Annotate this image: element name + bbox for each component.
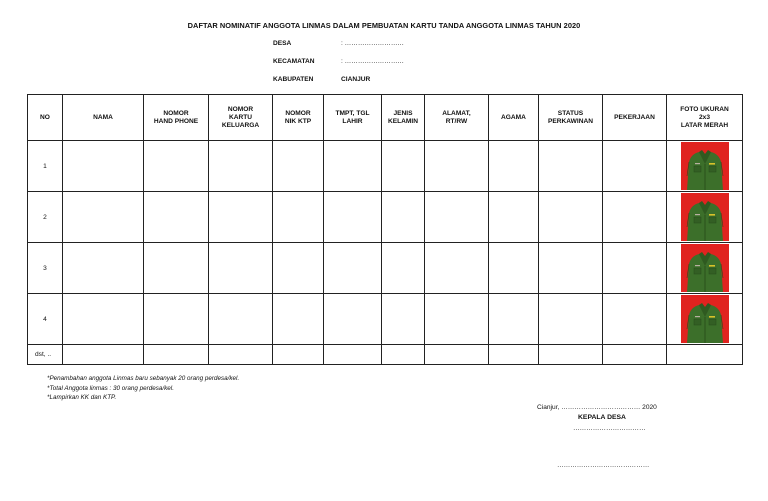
row-number: 3 xyxy=(28,243,63,294)
nominative-table xyxy=(27,94,743,365)
field-kabupaten xyxy=(273,76,370,83)
table-cell xyxy=(63,345,144,365)
table-cell xyxy=(382,243,425,294)
row-number: 2 xyxy=(28,192,63,243)
photo-cell xyxy=(667,243,743,294)
continuation-label: dst, .. xyxy=(28,345,63,365)
column-header: NAMA xyxy=(63,95,144,141)
table-cell xyxy=(63,243,144,294)
table-cell xyxy=(539,192,603,243)
note-item: *Penambahan anggota Linmas baru sebanyak 20 orang perdesa/kel. xyxy=(47,375,240,382)
field-kabupaten-value: CIANJUR xyxy=(341,76,371,83)
table-row-continuation xyxy=(28,345,743,365)
document-title: DAFTAR NOMINATIF ANGGOTA LINMAS DALAM PEMBUATAN KARTU TANDA ANGGOTA LINMAS TAHUN 2020 xyxy=(187,21,581,30)
table-cell xyxy=(209,192,273,243)
table-cell xyxy=(603,345,667,365)
table-cell xyxy=(273,294,324,345)
table-cell xyxy=(603,192,667,243)
table-row xyxy=(28,294,743,345)
table-row xyxy=(28,243,743,294)
column-header: NOMOR HAND PHONE xyxy=(144,95,209,141)
table-cell xyxy=(539,243,603,294)
row-number: 1 xyxy=(28,141,63,192)
table-cell xyxy=(539,141,603,192)
table-cell xyxy=(63,294,144,345)
row-number: 4 xyxy=(28,294,63,345)
photo-cell xyxy=(667,192,743,243)
column-header: FOTO UKURAN 2x3 LATAR MERAH xyxy=(667,95,743,141)
field-kecamatan xyxy=(273,58,404,65)
table-cell xyxy=(209,345,273,365)
table-cell xyxy=(144,243,209,294)
table-cell xyxy=(667,345,743,365)
table-cell xyxy=(63,141,144,192)
table-cell xyxy=(382,192,425,243)
table-cell xyxy=(489,345,539,365)
table-cell xyxy=(382,294,425,345)
column-header: NOMOR NIK KTP xyxy=(273,95,324,141)
photo-cell xyxy=(667,294,743,345)
table-cell xyxy=(603,294,667,345)
table-cell xyxy=(209,243,273,294)
table-cell xyxy=(273,192,324,243)
field-desa xyxy=(273,40,404,47)
field-kecamatan-label: KECAMATAN xyxy=(273,58,315,65)
signature-title: KEPALA DESA xyxy=(578,414,626,421)
column-header: TMPT, TGL LAHIR xyxy=(324,95,382,141)
table-cell xyxy=(209,294,273,345)
signature-place-date: Cianjur, ……………………………… 2020 xyxy=(537,404,657,411)
table-cell xyxy=(382,141,425,192)
column-header: PEKERJAAN xyxy=(603,95,667,141)
table-cell xyxy=(144,192,209,243)
table-cell xyxy=(603,243,667,294)
uniform-photo-icon xyxy=(681,244,729,292)
table-cell xyxy=(273,141,324,192)
table-cell xyxy=(273,345,324,365)
table-cell xyxy=(425,141,489,192)
table-cell xyxy=(63,192,144,243)
field-kabupaten-label: KABUPATEN xyxy=(273,76,314,83)
table-cell xyxy=(273,243,324,294)
column-header: NO xyxy=(28,95,63,141)
table-cell xyxy=(489,192,539,243)
table-cell xyxy=(489,294,539,345)
table-cell xyxy=(144,345,209,365)
field-desa-label: DESA xyxy=(273,40,292,47)
table-row xyxy=(28,141,743,192)
table-cell xyxy=(425,192,489,243)
photo-cell xyxy=(667,141,743,192)
table-cell xyxy=(209,141,273,192)
table-cell xyxy=(603,141,667,192)
table-cell xyxy=(382,345,425,365)
table-cell xyxy=(324,294,382,345)
signature-dots: …………………………… xyxy=(573,425,646,432)
notes xyxy=(47,374,239,403)
column-header: ALAMAT, RT/RW xyxy=(425,95,489,141)
table-header-row xyxy=(28,95,743,141)
table-cell xyxy=(539,294,603,345)
uniform-photo-icon xyxy=(681,193,729,241)
column-header: AGAMA xyxy=(489,95,539,141)
table-cell xyxy=(425,345,489,365)
field-desa-value: : ……………………… xyxy=(341,40,405,47)
column-header: NOMOR KARTU KELUARGA xyxy=(209,95,273,141)
column-header: JENIS KELAMIN xyxy=(382,95,425,141)
column-header: STATUS PERKAWINAN xyxy=(539,95,603,141)
table-cell xyxy=(324,243,382,294)
signature-name-line: …………………………………… xyxy=(557,462,650,469)
table-cell xyxy=(324,192,382,243)
table-cell xyxy=(425,243,489,294)
table-row xyxy=(28,192,743,243)
uniform-photo-icon xyxy=(681,295,729,343)
table-cell xyxy=(425,294,489,345)
uniform-photo-icon xyxy=(681,142,729,190)
table-cell xyxy=(489,141,539,192)
note-item: *Total Anggota linmas : 30 orang perdesa/kel. xyxy=(47,384,174,392)
table-cell xyxy=(324,141,382,192)
table-cell xyxy=(489,243,539,294)
table-cell xyxy=(144,294,209,345)
table-cell xyxy=(144,141,209,192)
field-kecamatan-value: : ……………………… xyxy=(341,58,405,65)
note-item: *Lampirkan KK dan KTP. xyxy=(47,394,117,401)
table-cell xyxy=(324,345,382,365)
table-cell xyxy=(539,345,603,365)
